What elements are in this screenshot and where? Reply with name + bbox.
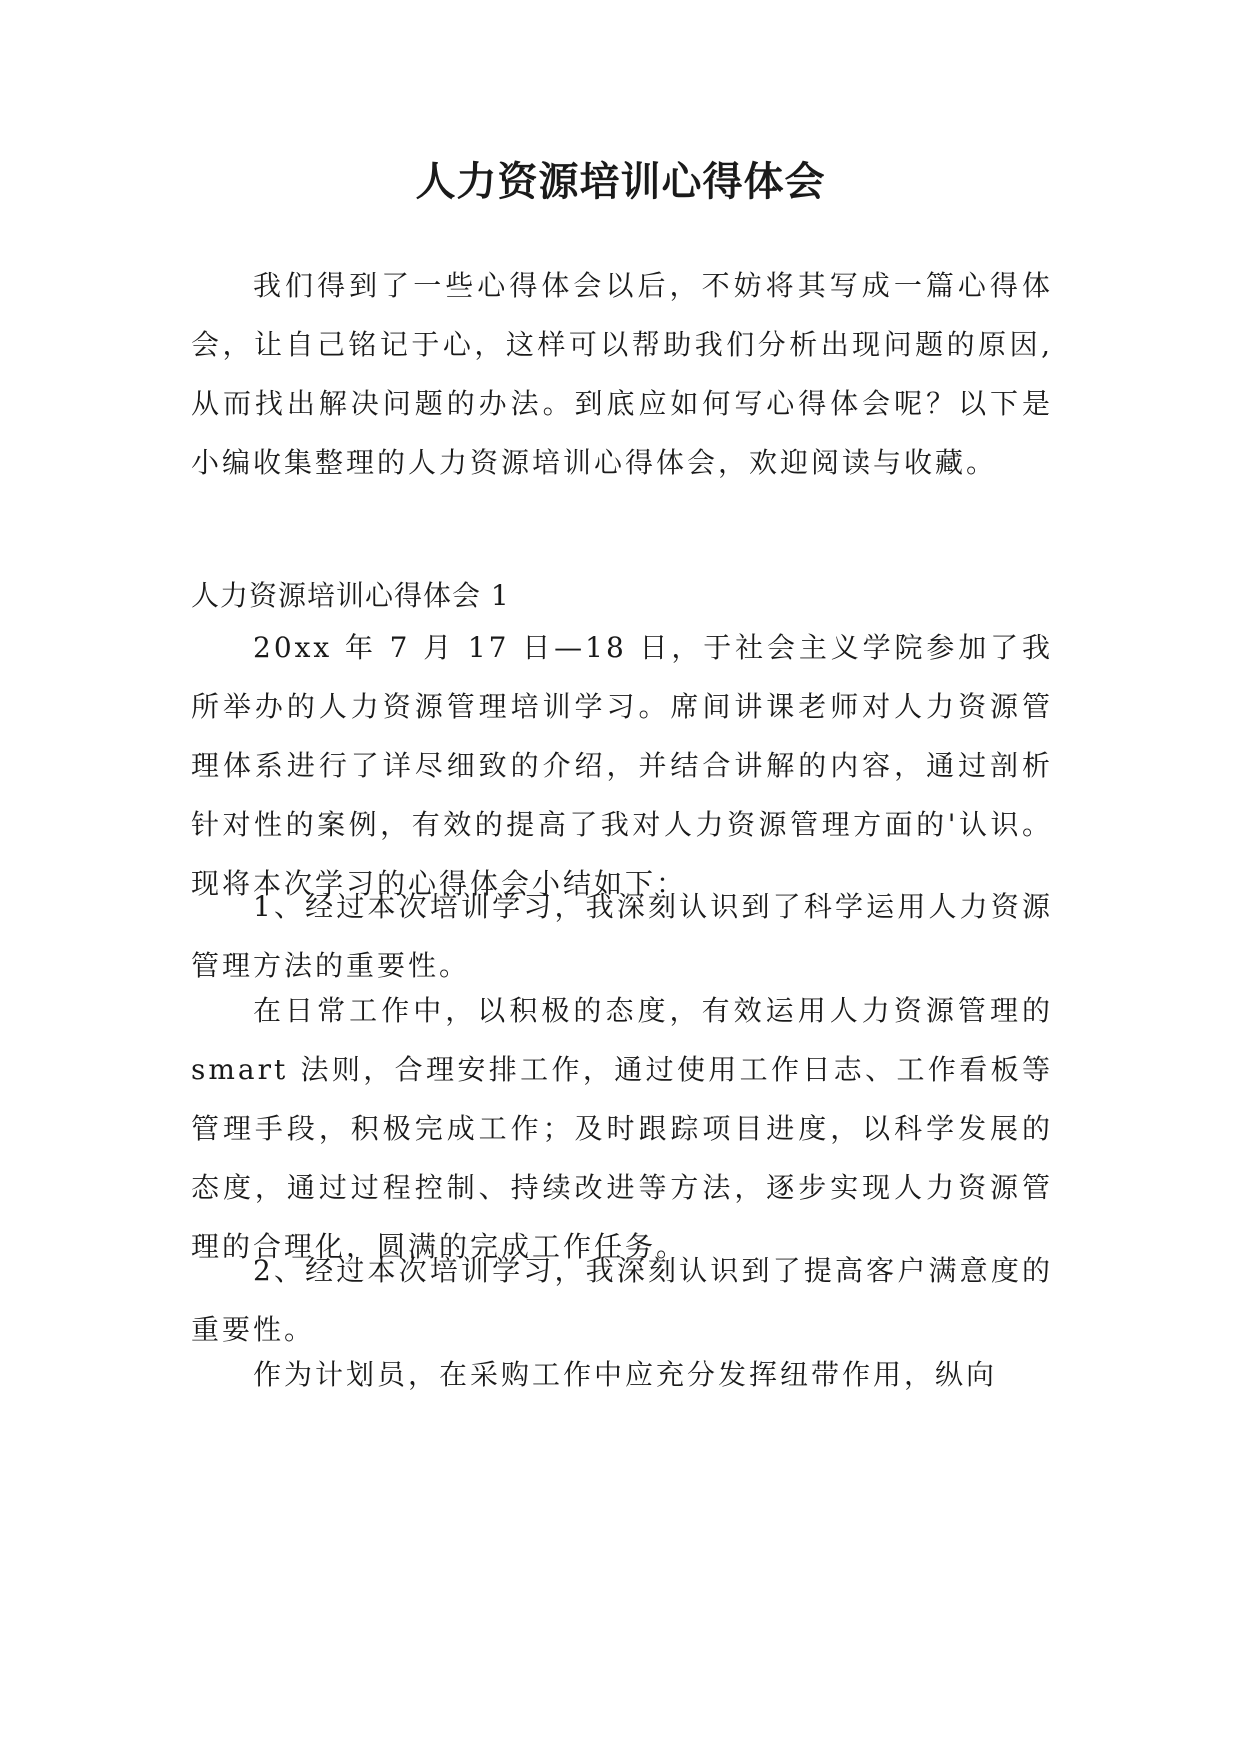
body-paragraph-3: 在日常工作中，以积极的态度，有效运用人力资源管理的 smart 法则，合理安排工作，通过使用工作日志、工作看板等管理手段，积极完成工作；及时跟踪项目进度，以科学发展的态度，通过过程控制、持续改进等方法，逐步实现人力资源管理的合理化，圆满的完成工作任务。 [191, 994, 1053, 1263]
body-paragraph-1: 20xx 年 7 月 17 日—18 日，于社会主义学院参加了我所举办的人力资源管理培训学习。席间讲课老师对人力资源管理体系进行了详尽细致的介绍，并结合讲解的内容，通过剖析针对性的案例，有效的提高了我对人力资源管理方面的'认识。现将本次学习的心得体会小结如下： [191, 631, 1053, 900]
section-heading: 人力资源培训心得体会 1 [191, 579, 510, 612]
intro-paragraph: 我们得到了一些心得体会以后，不妨将其写成一篇心得体会，让自己铭记于心，这样可以帮助我们分析出现问题的原因,从而找出解决问题的办法。到底应如何写心得体会呢？以下是小编收集整理的人力资源培训心得体会，欢迎阅读与收藏。 [191, 269, 1053, 479]
body-paragraph-4: 2、经过本次培训学习，我深刻认识到了提高客户满意度的重要性。 [191, 1254, 1053, 1346]
body-paragraph-5: 作为计划员，在采购工作中应充分发挥纽带作用，纵向 [253, 1358, 998, 1391]
body-paragraph-2: 1、经过本次培训学习，我深刻认识到了科学运用人力资源管理方法的重要性。 [191, 890, 1053, 982]
document-title: 人力资源培训心得体会 [415, 158, 826, 205]
